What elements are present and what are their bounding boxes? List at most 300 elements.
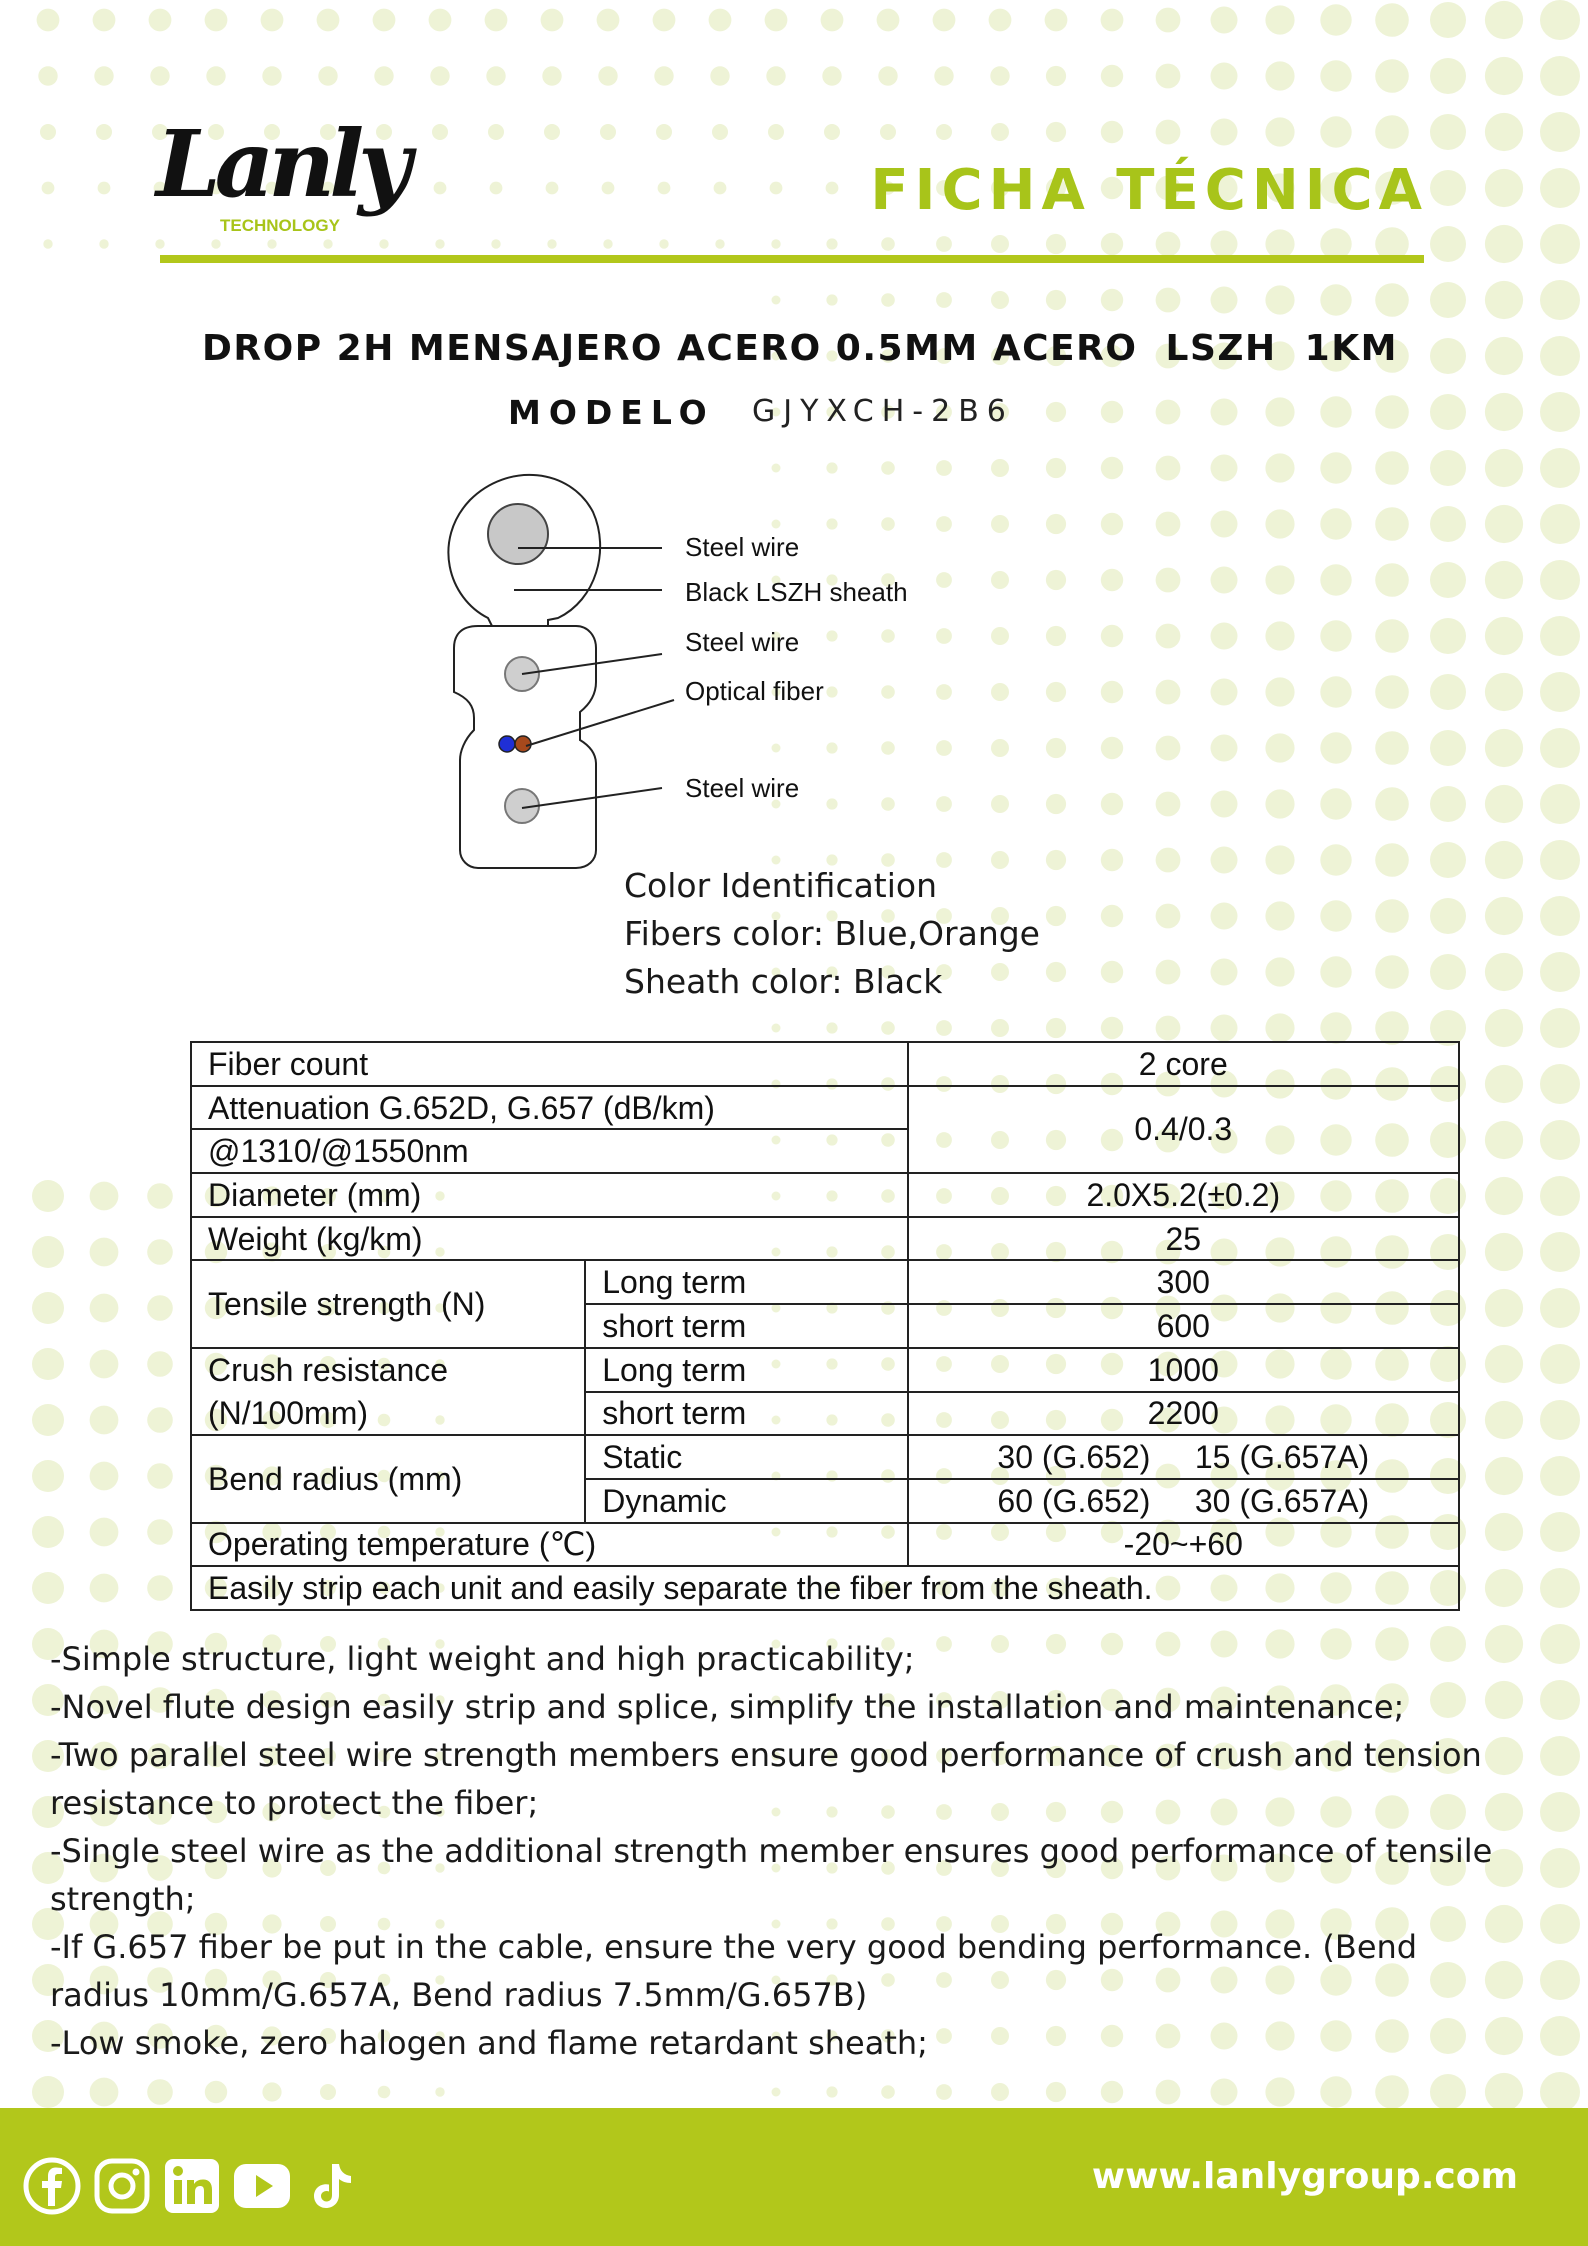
background-dot (150, 66, 169, 85)
background-dot (1101, 737, 1123, 759)
background-dot (211, 239, 220, 248)
background-dot (1540, 952, 1580, 992)
background-dot (32, 1572, 64, 1604)
background-dot (1320, 60, 1351, 91)
background-dot (1540, 728, 1580, 768)
background-dot (1211, 679, 1238, 706)
background-dot (1211, 847, 1238, 874)
spec-label: Operating temperature (℃) (191, 1523, 908, 1567)
background-dot (1211, 959, 1238, 986)
background-dot (1375, 2075, 1409, 2109)
background-dot (1046, 962, 1066, 982)
background-dot (1156, 120, 1181, 145)
background-dot (486, 66, 505, 85)
feature-item: -Low smoke, zero halogen and flame retardant sheath; (50, 2024, 928, 2062)
background-dot (1211, 735, 1238, 762)
background-dot (1485, 841, 1523, 879)
background-dot (936, 124, 952, 140)
background-dot (1211, 287, 1238, 314)
background-dot (1101, 849, 1123, 871)
background-dot (656, 124, 672, 140)
background-dot (147, 1519, 173, 1545)
background-dot (715, 239, 724, 248)
background-dot (1540, 1176, 1580, 1216)
feature-list (50, 1635, 1520, 2067)
feature-item: -Single steel wire as the additional strength member ensures good performance of tensile strength; (50, 1832, 1493, 1918)
background-dot (147, 1463, 173, 1489)
background-dot (1320, 1012, 1351, 1043)
background-dot (1540, 1960, 1580, 2000)
background-dot (1320, 564, 1351, 595)
background-dot (1540, 2016, 1580, 2056)
background-dot (1101, 961, 1123, 983)
background-dot (1101, 905, 1123, 927)
background-dot (934, 66, 953, 85)
background-dot (1485, 1457, 1523, 1495)
background-dot (878, 66, 897, 85)
diagram-label: Steel wire (685, 627, 800, 657)
spec-value: 0.4/0.3 (908, 1086, 1459, 1173)
background-dot (147, 1575, 173, 1601)
background-dot (90, 1294, 119, 1323)
background-dot (1211, 7, 1238, 34)
background-dot (1101, 793, 1123, 815)
instagram-icon[interactable] (92, 2156, 152, 2216)
background-dot (710, 66, 729, 85)
background-dot (32, 2076, 64, 2108)
background-dot (90, 1406, 119, 1435)
background-dot (1046, 626, 1066, 646)
background-dot (1265, 677, 1294, 706)
background-dot (1320, 284, 1351, 315)
background-dot (1265, 453, 1294, 482)
feature-item: -If G.657 fiber be put in the cable, ensure the very good bending performance. (Bend radius 10mm/G.657A, Bend radius 7.5mm/G.657B) (50, 1928, 1418, 2014)
background-dot (378, 2086, 391, 2099)
background-dot (1211, 2079, 1238, 2106)
background-dot (32, 1180, 64, 1212)
background-dot (1156, 680, 1181, 705)
background-dot (90, 1574, 119, 1603)
background-dot (1540, 784, 1580, 824)
background-dot (155, 239, 164, 248)
background-dot (1540, 840, 1580, 880)
background-dot (877, 9, 900, 32)
logo-wordmark: Lanly (156, 110, 406, 218)
spec-label: (N/100mm) (191, 1392, 585, 1436)
background-dot (434, 182, 447, 195)
background-dot (262, 66, 281, 85)
background-dot (206, 66, 225, 85)
background-dot (1156, 400, 1181, 425)
feature-item: -Two parallel steel wire strength members ensure good performance of crush and tension resistance to protect the fiber; (50, 1736, 1482, 1822)
background-dot (1485, 729, 1523, 767)
background-dot (318, 66, 337, 85)
table-row (191, 1435, 1459, 1479)
background-dot (989, 9, 1012, 32)
background-dot (936, 236, 952, 252)
background-dot (1101, 1017, 1123, 1039)
background-dot (1265, 5, 1294, 34)
background-dot (1540, 1904, 1580, 1944)
background-dot (1540, 504, 1580, 544)
spec-note: Easily strip each unit and easily separate the fiber from the sheath. (191, 1566, 1459, 1610)
background-dot (1485, 169, 1523, 207)
background-dot (1485, 1233, 1523, 1271)
background-dot (1375, 283, 1409, 317)
background-dot (1430, 450, 1466, 486)
background-dot (544, 124, 560, 140)
background-dot (709, 9, 732, 32)
background-dot (991, 235, 1009, 253)
social-links (22, 2156, 362, 2216)
background-dot (1485, 1289, 1523, 1327)
background-dot (205, 9, 228, 32)
background-dot (603, 239, 612, 248)
background-dot (1540, 1288, 1580, 1328)
background-dot (1046, 794, 1066, 814)
background-dot (1540, 56, 1580, 96)
background-dot (1046, 570, 1066, 590)
background-dot (542, 66, 561, 85)
color-id-heading: Color Identification (624, 866, 938, 905)
background-dot (1375, 451, 1409, 485)
background-dot (1540, 448, 1580, 488)
background-dot (1540, 560, 1580, 600)
background-dot (1485, 1569, 1523, 1607)
background-dot (373, 9, 396, 32)
table-row (191, 1392, 1459, 1436)
background-dot (1265, 901, 1294, 930)
background-dot (1375, 59, 1409, 93)
optical-fiber-orange (515, 736, 531, 752)
background-dot (1540, 1736, 1580, 1776)
background-dot (1430, 226, 1466, 262)
table-row (191, 1042, 1459, 1086)
background-dot (93, 9, 116, 32)
background-dot (880, 124, 896, 140)
background-dot (598, 66, 617, 85)
background-dot (1430, 114, 1466, 150)
background-dot (659, 239, 668, 248)
spec-label: Diameter (mm) (191, 1173, 908, 1217)
background-dot (1540, 280, 1580, 320)
background-dot (40, 124, 56, 140)
background-dot (1320, 396, 1351, 427)
spec-label: Bend radius (mm) (191, 1435, 585, 1522)
background-dot (1430, 562, 1466, 598)
background-dot (822, 66, 841, 85)
company-logo (150, 110, 406, 240)
table-row (191, 1086, 1459, 1130)
spec-label: Fiber count (191, 1042, 908, 1086)
background-dot (1046, 1018, 1066, 1038)
background-dot (96, 124, 112, 140)
background-dot (1046, 122, 1066, 142)
background-dot (546, 182, 559, 195)
background-dot (1211, 903, 1238, 930)
background-dot (1156, 1016, 1181, 1041)
youtube-icon[interactable] (232, 2156, 292, 2216)
tiktok-icon[interactable] (302, 2156, 362, 2216)
background-dot (1265, 565, 1294, 594)
background-dot (1375, 115, 1409, 149)
footer-bar (0, 2108, 1588, 2246)
background-dot (1046, 906, 1066, 926)
background-dot (658, 182, 671, 195)
background-dot (991, 291, 1009, 309)
background-dot (1046, 290, 1066, 310)
background-dot (430, 66, 449, 85)
background-dot (1485, 1121, 1523, 1159)
background-dot (1265, 2077, 1294, 2106)
background-dot (1485, 897, 1523, 935)
background-dot (1320, 788, 1351, 819)
background-dot (147, 1183, 173, 1209)
background-dot (267, 239, 276, 248)
spec-label: Weight (kg/km) (191, 1217, 908, 1261)
background-dot (1430, 618, 1466, 654)
background-dot (1101, 289, 1123, 311)
background-dot (1375, 843, 1409, 877)
background-dot (991, 739, 1009, 757)
background-dot (490, 182, 503, 195)
cable-cross-section-diagram (430, 460, 970, 870)
background-dot (936, 2084, 952, 2100)
background-dot (1211, 1015, 1238, 1042)
background-dot (1156, 848, 1181, 873)
background-dot (1101, 65, 1123, 87)
background-dot (32, 1516, 64, 1548)
background-dot (1265, 845, 1294, 874)
background-dot (1485, 281, 1523, 319)
color-identification (624, 862, 1040, 1006)
background-dot (1485, 393, 1523, 431)
leader-line (522, 788, 662, 808)
background-dot (320, 2084, 336, 2100)
background-dot (991, 459, 1009, 477)
background-dot (1156, 512, 1181, 537)
background-dot (991, 627, 1009, 645)
background-dot (147, 1295, 173, 1321)
background-dot (1430, 58, 1466, 94)
background-dot (1265, 397, 1294, 426)
background-dot (90, 1462, 119, 1491)
diagram-label: Black LSZH sheath (685, 577, 908, 607)
spec-value: 25 (908, 1217, 1459, 1261)
background-dot (1375, 619, 1409, 653)
background-dot (1375, 563, 1409, 597)
background-dot (1540, 1120, 1580, 1160)
facebook-icon[interactable] (22, 2156, 82, 2216)
background-dot (881, 237, 895, 251)
background-dot (1046, 738, 1066, 758)
background-dot (90, 1518, 119, 1547)
background-dot (1485, 1513, 1523, 1551)
background-dot (712, 124, 728, 140)
background-dot (1540, 616, 1580, 656)
diagram-label: Steel wire (685, 532, 800, 562)
background-dot (1046, 458, 1066, 478)
website-link[interactable]: www.lanlygroup.com (1091, 2156, 1518, 2197)
table-row (191, 1260, 1459, 1304)
background-dot (1540, 1792, 1580, 1832)
background-dot (1430, 2, 1466, 38)
header-divider (160, 255, 1424, 263)
background-dot (1265, 1013, 1294, 1042)
background-dot (379, 239, 388, 248)
background-dot (1485, 673, 1523, 711)
background-dot (881, 2085, 895, 2099)
background-dot (147, 1351, 173, 1377)
background-dot (1375, 395, 1409, 429)
background-dot (1485, 113, 1523, 151)
product-title: DROP 2H MENSAJERO ACERO 0.5MM ACERO LSZH 1KM (202, 328, 1398, 369)
background-dot (90, 1238, 119, 1267)
background-dot (1540, 2072, 1580, 2112)
background-dot (768, 124, 784, 140)
spec-label: @1310/@1550nm (191, 1129, 908, 1173)
background-dot (1211, 119, 1238, 146)
background-dot (1156, 792, 1181, 817)
background-dot (1430, 674, 1466, 710)
messenger-steel-wire (488, 504, 548, 564)
background-dot (94, 66, 113, 85)
spec-value: 60 (G.652) 30 (G.657A) (908, 1479, 1459, 1523)
background-dot (1540, 896, 1580, 936)
background-dot (1156, 2080, 1181, 2105)
background-dot (32, 1460, 64, 1492)
background-dot (1540, 168, 1580, 208)
background-dot (1045, 9, 1068, 32)
background-dot (1485, 225, 1523, 263)
background-dot (1211, 63, 1238, 90)
background-dot (1485, 449, 1523, 487)
background-dot (147, 1239, 173, 1265)
background-dot (881, 293, 895, 307)
table-row (191, 1217, 1459, 1261)
background-dot (1211, 231, 1238, 258)
background-dot (1211, 511, 1238, 538)
background-dot (991, 123, 1009, 141)
background-dot (1430, 506, 1466, 542)
background-dot (1156, 64, 1181, 89)
background-dot (1046, 402, 1066, 422)
background-dot (991, 515, 1009, 533)
table-row (191, 1348, 1459, 1392)
background-dot (1540, 1624, 1580, 1664)
background-dot (323, 239, 332, 248)
background-dot (770, 182, 783, 195)
background-dot (1430, 898, 1466, 934)
background-dot (147, 2079, 173, 2105)
background-dot (42, 182, 55, 195)
background-dot (1211, 455, 1238, 482)
diagram-label: Optical fiber (685, 676, 824, 706)
background-dot (1485, 2073, 1523, 2111)
background-dot (37, 9, 60, 32)
background-dot (1320, 844, 1351, 875)
spec-value: 600 (908, 1304, 1459, 1348)
background-dot (149, 9, 172, 32)
spec-label: Attenuation G.652D, G.657 (dB/km) (191, 1086, 908, 1130)
background-dot (1101, 121, 1123, 143)
background-dot (1156, 288, 1181, 313)
spec-sublabel: Long term (585, 1348, 907, 1392)
background-dot (1540, 224, 1580, 264)
background-dot (1430, 842, 1466, 878)
background-dot (653, 9, 676, 32)
background-dot (1046, 682, 1066, 702)
background-dot (1211, 791, 1238, 818)
background-dot (491, 239, 500, 248)
background-dot (1320, 116, 1351, 147)
background-dot (991, 795, 1009, 813)
background-dot (1046, 850, 1066, 870)
background-dot (1211, 623, 1238, 650)
background-dot (1485, 505, 1523, 543)
background-dot (32, 1348, 64, 1380)
background-dot (1101, 9, 1124, 32)
background-dot (1430, 2074, 1466, 2110)
table-row (191, 1523, 1459, 1567)
background-dot (826, 238, 837, 249)
background-dot (435, 239, 444, 248)
background-dot (1375, 899, 1409, 933)
background-dot (991, 571, 1009, 589)
background-dot (485, 9, 508, 32)
sheath-color: Sheath color: Black (624, 962, 943, 1001)
background-dot (1101, 401, 1123, 423)
background-dot (1485, 57, 1523, 95)
background-dot (991, 1019, 1009, 1037)
background-dot (821, 9, 844, 32)
background-dot (1211, 399, 1238, 426)
background-dot (262, 2082, 281, 2101)
spec-value: 2200 (908, 1392, 1459, 1436)
background-dot (1320, 452, 1351, 483)
background-dot (600, 124, 616, 140)
background-dot (1430, 394, 1466, 430)
background-dot (933, 9, 956, 32)
background-dot (1101, 513, 1123, 535)
background-dot (1485, 561, 1523, 599)
background-dot (1265, 117, 1294, 146)
linkedin-icon[interactable] (162, 2156, 222, 2216)
background-dot (1485, 617, 1523, 655)
background-dot (597, 9, 620, 32)
background-dot (1156, 736, 1181, 761)
leader-line (526, 700, 674, 746)
page-title: FICHA TÉCNICA (870, 158, 1428, 223)
diagram-label: Steel wire (685, 773, 800, 803)
background-dot (1375, 507, 1409, 541)
background-dot (990, 66, 1009, 85)
logo-subtext: TECHNOLOGY (220, 216, 340, 235)
background-dot (826, 2086, 837, 2097)
background-dot (147, 1407, 173, 1433)
feature-item: -Simple structure, light weight and high practicability; (50, 1640, 915, 1678)
background-dot (772, 1024, 781, 1033)
background-dot (1265, 285, 1294, 314)
background-dot (1540, 1008, 1580, 1048)
background-dot (1485, 953, 1523, 991)
background-dot (766, 66, 785, 85)
background-dot (488, 124, 504, 140)
background-dot (1101, 457, 1123, 479)
background-dot (32, 1236, 64, 1268)
background-dot (90, 2078, 119, 2107)
background-dot (1540, 1232, 1580, 1272)
